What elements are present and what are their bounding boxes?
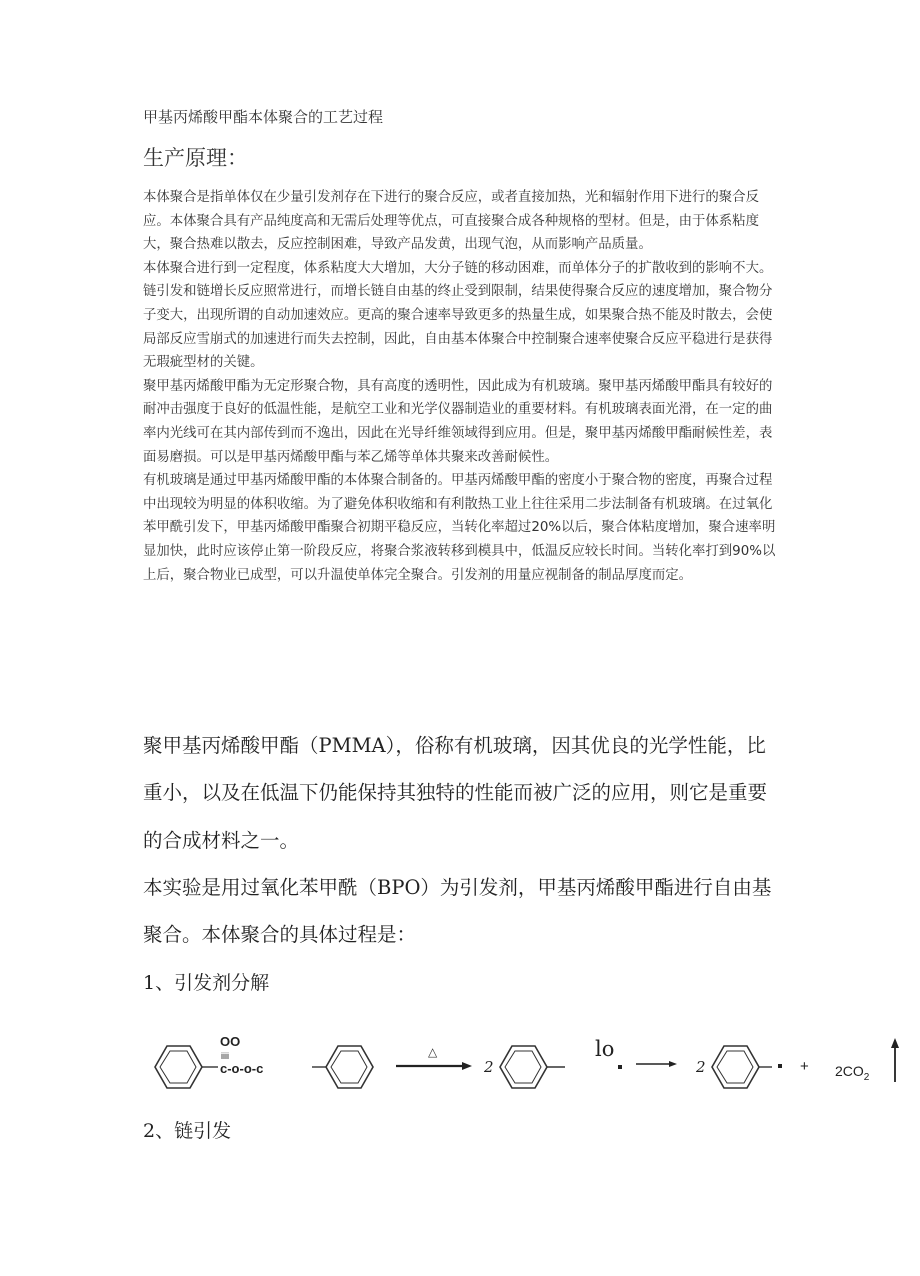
paragraph: 聚甲基丙烯酸甲酯为无定形聚合物，具有高度的透明性，因此成为有机玻璃。聚甲基丙烯酸甲酯具有较好的耐冲击强度于良好的低温性能，是航空工业和光学仪器制造业的重要材料。有机玻璃表面光滑，在一定的曲率内光线可在其内部传到而不逸出，因此在光导纤维领域得到应用。但是，聚甲基丙烯酸甲酯耐候性差，表面易磨损。可以是甲基丙烯酸甲酯与苯乙烯等单体共聚来改善耐候性。 [143,378,773,465]
paragraph: 聚甲基丙烯酸甲酯（PMMA），俗称有机玻璃，因其优良的光学性能，比重小，以及在低温下仍能保持其独特的性能而被广泛的应用，则它是重要的合成材料之一。 [143,734,768,852]
benzene-ring-icon [155,1046,202,1088]
reaction-arrow-icon [636,1061,677,1067]
radical-dot-icon [778,1064,782,1068]
peroxide-chain: c-o-o-c [220,1061,264,1076]
bond-marks: iiii [221,1051,229,1061]
decomposition-equation [0,1020,920,1100]
step-heading-initiation: 2、链引发 [143,1120,232,1142]
plus-sign: + [800,1058,809,1075]
lo-label: lo [595,1037,615,1061]
benzene-ring-icon [326,1046,373,1088]
reaction-arrow-icon [396,1062,472,1070]
coefficient: 2 [696,1058,706,1076]
paragraph: 本实验是用过氧化苯甲酰（BPO）为引发剂，甲基丙烯酸甲酯进行自由基聚合。本体聚合的具体过程是： [143,875,772,947]
heat-delta-icon: △ [428,1045,438,1059]
document-title: 甲基丙烯酸甲酯本体聚合的工艺过程 [143,108,384,126]
paragraph: 有机玻璃是通过甲基丙烯酸甲酯的本体聚合制备的。甲基丙烯酸甲酯的密度小于聚合物的密度，再聚合过程中出现较为明显的体积收缩。为了避免体积收缩和有利散热工业上往往采用二步法制备有机玻璃。在过氧化苯甲酰引发下，甲基丙烯酸甲酯聚合初期平稳反应，当转化率超过20%以后，聚合体粘度增加，聚合速率明显加快，此时应该停止第一阶段反应，将聚合浆液转移到模具中，低温反应较长时间。当转化率打到90%以上后，聚合物业已成型，可以升温使单体完全聚合。引发剂的用量应视制备的制品厚度而定。 [143,473,776,583]
coefficient: 2 [484,1058,494,1076]
section-heading: 生产原理： [143,146,248,170]
radical-dot-icon [618,1065,622,1069]
co2-formula: $2CO_2$ [835,1063,870,1083]
pmma-intro [143,722,783,958]
benzene-ring-icon [500,1046,547,1088]
paragraph: 本体聚合是指单体仅在少量引发剂存在下进行的聚合反应，或者直接加热，光和辐射作用下进行的聚合反应。本体聚合具有产品纯度高和无需后处理等优点，可直接聚合成各种规格的型材。但是，由于体系粘度大，聚合热难以散去，反应控制困难，导致产品发黄，出现气泡，从而影响产品质量。 [143,190,759,253]
benzene-ring-icon [712,1046,759,1088]
step-heading-decomposition: 1、引发剂分解 [143,972,270,994]
gas-evolution-arrow-icon [891,1038,899,1082]
paragraph: 本体聚合进行到一定程度，体系粘度大大增加，大分子链的移动困难，而单体分子的扩散收到的影响不大。链引发和链增长反应照常进行，而增长链自由基的终止受到限制，结果使得聚合反应的速度增加，聚合物分子变大，出现所谓的自动加速效应。更高的聚合速率导致更多的热量生成，如果聚合热不能及时散去，会使局部反应雪崩式的加速进行而失去控制，因此，自由基本体聚合中控制聚合速率使聚合反应平稳进行是获得无瑕疵型材的关键。 [143,260,773,371]
principle-body [143,186,783,587]
oo-label: OO [220,1034,241,1049]
